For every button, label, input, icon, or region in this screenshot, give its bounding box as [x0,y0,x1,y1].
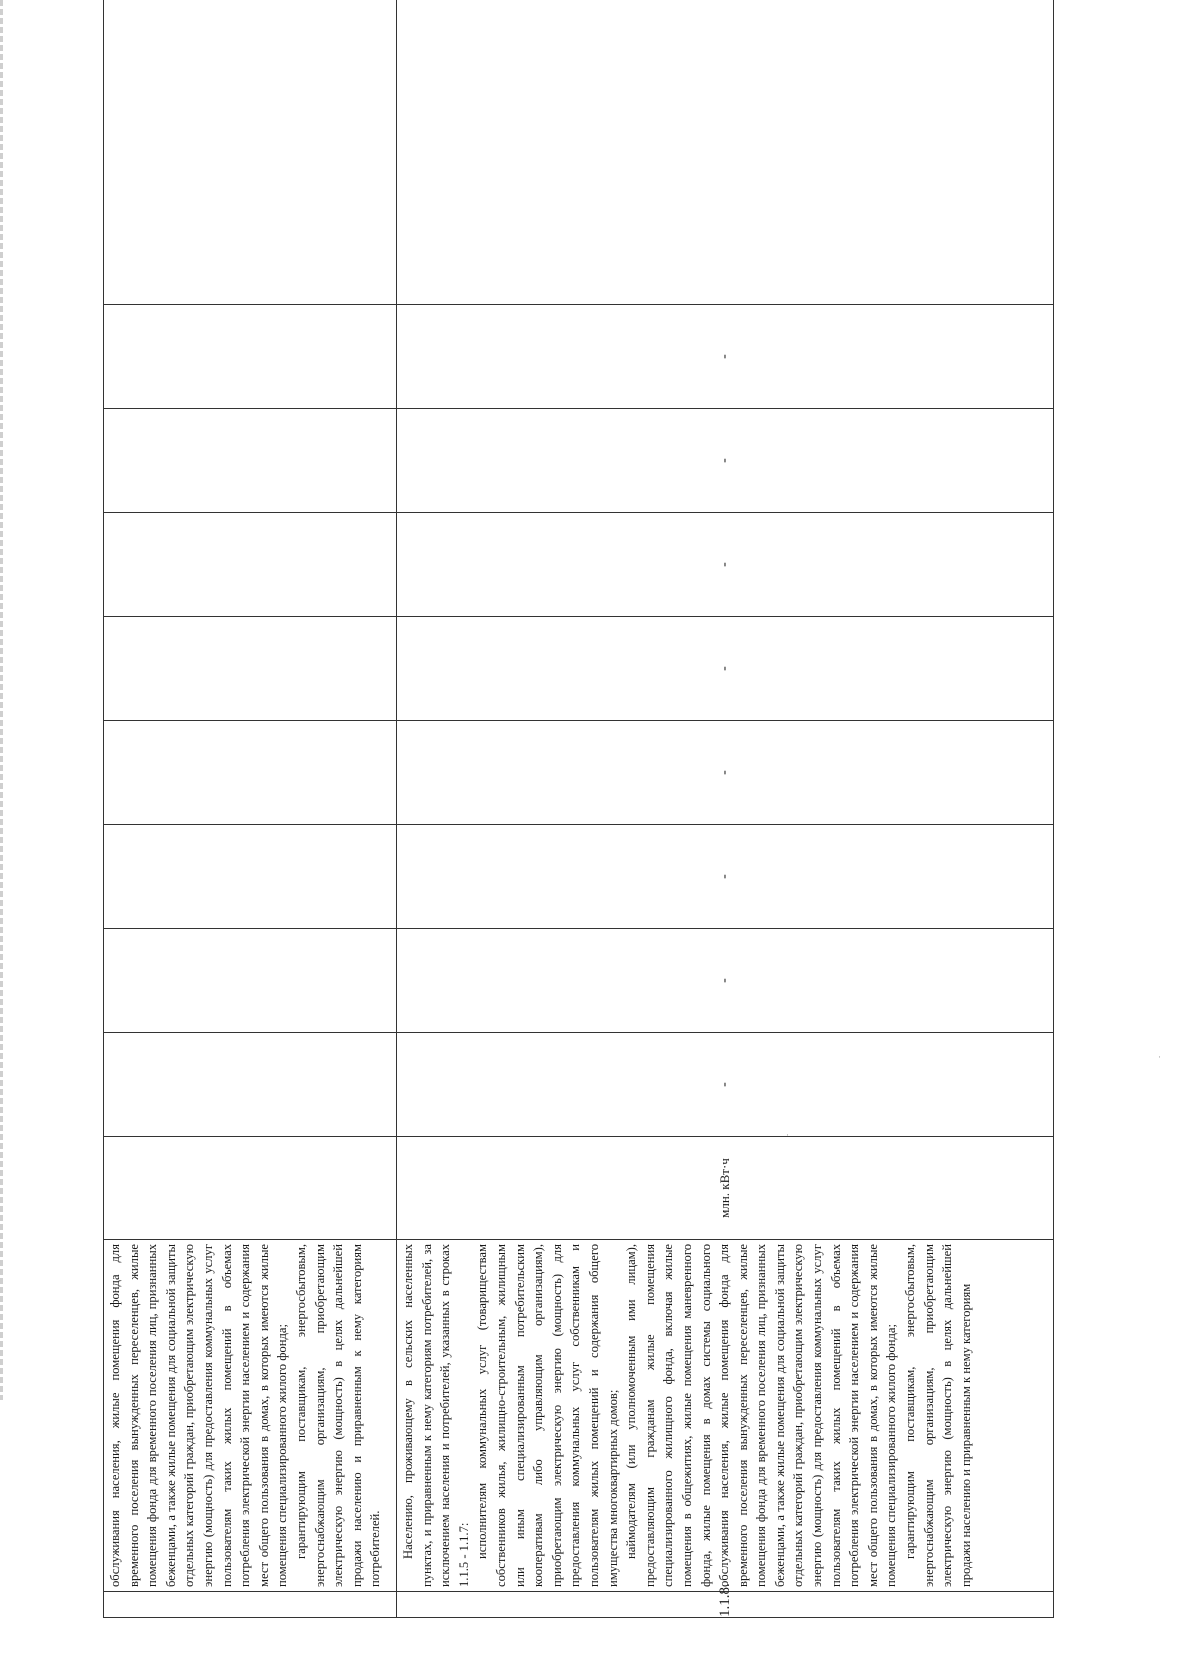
value-cell [104,929,397,1033]
value-cell: - [397,409,1054,513]
scan-speck: · [1158,1052,1161,1062]
value-cell [104,1033,397,1137]
value-cell: - [397,1033,1054,1137]
row-description-cell [397,1240,1054,1592]
description-paragraph: гарантирующим поставщикам, энергосбытовым, энергоснабжающим организациям, приобретающим электрическую энергию (мощность) в целях дальнейшей продажи населению и приравненным к нему категориям потребителей. [293,1244,383,1587]
description-paragraph: гарантирующим поставщикам, энергосбытовым, энергоснабжающим организациям, приобретающим электрическую энергию (мощность) в целях дальнейшей продажи населению и приравненным к нему категориям [903,1244,973,1587]
row-number-cell [104,1592,397,1618]
row-description-cell [104,1240,397,1592]
value-cell [104,513,397,617]
value-cell: - [397,617,1054,721]
value-cell [104,825,397,929]
value-cell [104,721,397,825]
value-cell [104,0,397,305]
description-paragraph: наймодателям (или уполномоченным ими лицам), предоставляющим гражданам жилые помещения специализированного жилищного фонда, включая жилые помещения в общежитиях, жилые помещения маневренного фонда, жилые помещения в домах системы социального обслуживания населения, жилые помещения фонда для временного поселения вынужденных переселенцев, жилые помещения фонда для временного поселения лиц, признанных беженцами, а также жилые помещения для социальной защиты отдельных категорий граждан, приобретающим электрическую энергию (мощность) для предоставления коммунальных услуг пользователям таких жилых помещений в объемах потребления электрической энергии населением и содержания мест общего пользования в домах, в которых имеются жилые помещения специализированного жилого фонда; [624,1244,899,1587]
row-number-cell: 1.1.8. [397,1592,1054,1618]
tariff-table [103,0,1054,1618]
table-row-1-1-8 [397,0,1054,1618]
rotated-page [103,88,1053,1618]
value-cell: - [397,721,1054,825]
unit-cell: млн. кВт·ч [397,1137,1054,1240]
value-cell [104,305,397,409]
scan-edge-artifact [0,0,3,1400]
value-cell: - [397,929,1054,1033]
description-paragraph: исполнителям коммунальных услуг (товариществам собственников жилья, жилищно-строительным, жилищным или иным специализированным потребительским кооперативам либо управляющим организациям), приобретающим электрическую энергию (мощность) для предоставления коммунальных услуг собственникам и пользователям жилых помещений и содержания общего имущества многоквартирных домов; [475,1244,620,1587]
scan-speck: · [786,1130,789,1140]
description-paragraph: обслуживания населения, жилые помещения фонда для временного поселения вынужденных переселенцев, жилые помещения фонда для временного поселения лиц, признанных беженцами, а также жилые помещения для социальной защиты отдельных категорий граждан, приобретающим электрическую энергию (мощность) для предоставления коммунальных услуг пользователям таких жилых помещений в объемах потребления электрической энергии населением и содержания мест общего пользования в домах, в которых имеются жилые помещения специализированного жилого фонда; [108,1244,290,1587]
value-cell: - [397,513,1054,617]
value-cell [104,617,397,721]
table-row-continuation [104,0,397,1618]
value-cell [104,409,397,513]
description-paragraph: Населению, проживающему в сельских населенных пунктах, и приравненным к нему категориям потребителей, за исключением населения и потребителей, указанных в строках 1.1.5 - 1.1.7: [401,1244,471,1587]
unit-cell [104,1137,397,1240]
value-cell: - [397,305,1054,409]
value-cell [397,0,1054,305]
value-cell: - [397,825,1054,929]
